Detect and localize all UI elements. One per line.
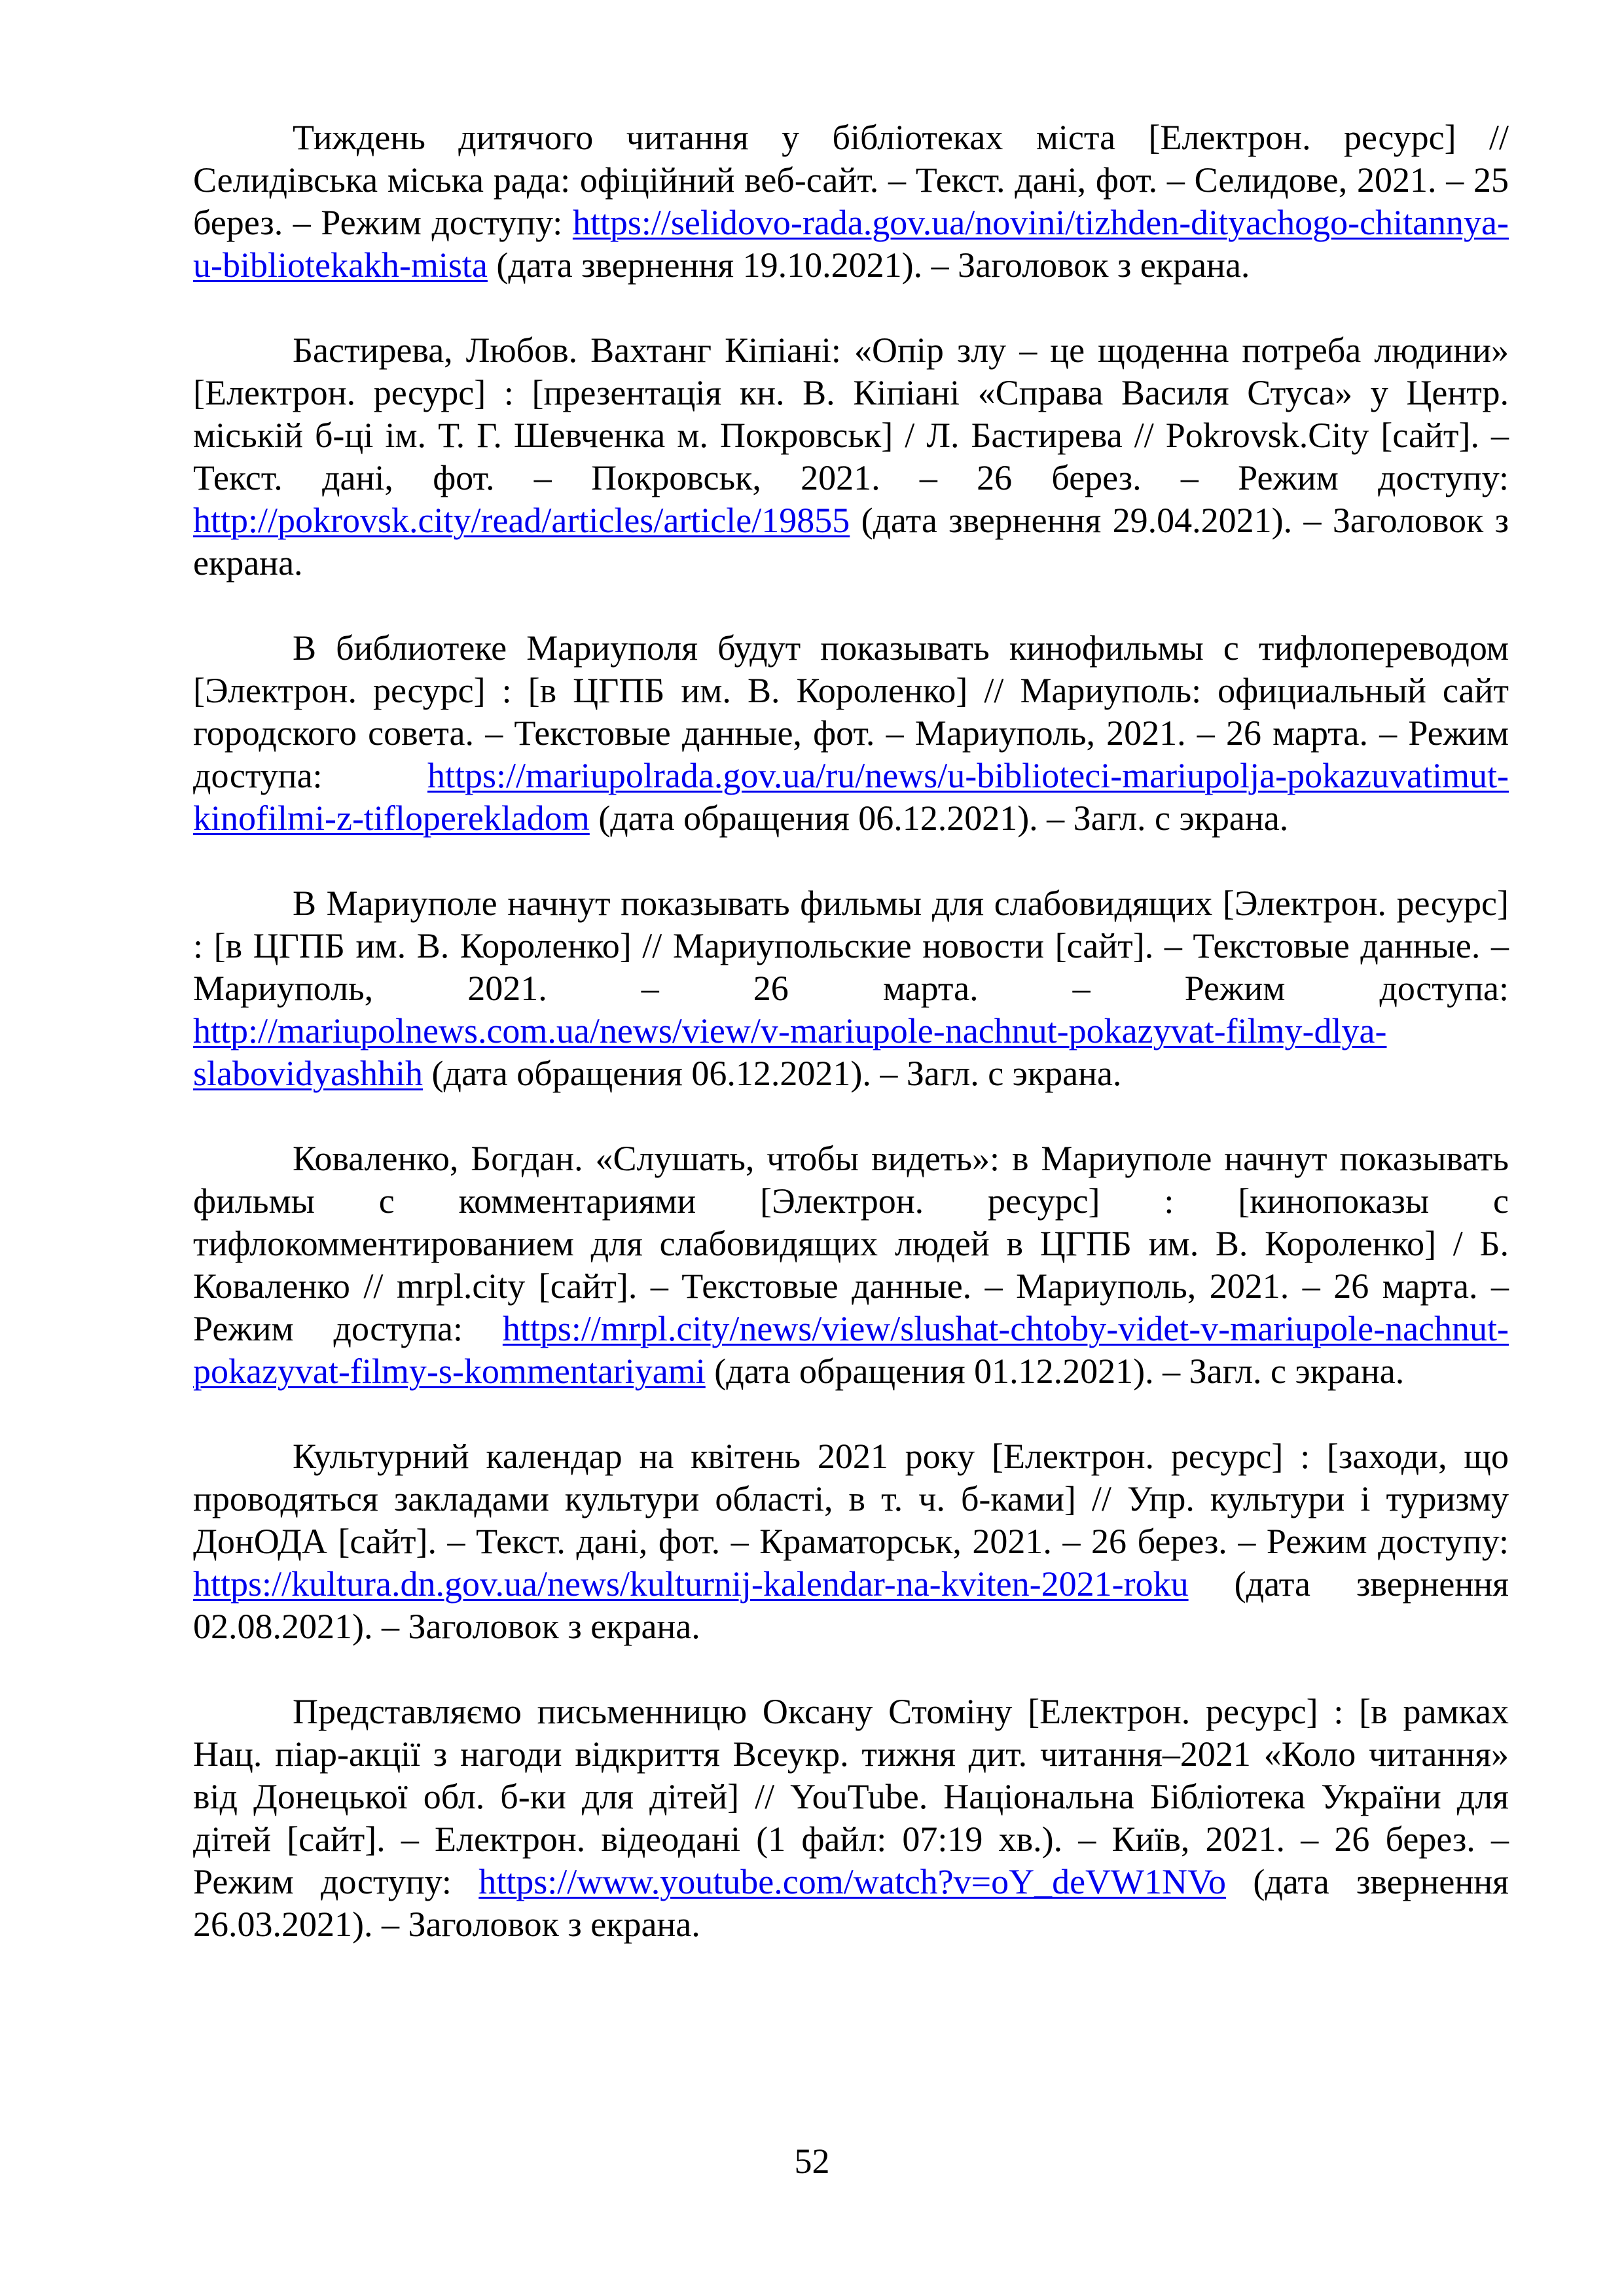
bibliography-entry (193, 1138, 1509, 1393)
page-number: 52 (794, 2142, 830, 2181)
entry-text: (дата обращения 01.12.2021). – Загл. с экрана. (705, 1352, 1405, 1391)
entry-text: Бастирева, Любов. Вахтанг Кіпіані: «Опір злу – це щоденна потреба людини» [Електрон. ресурс] : [презентація кн. В. Кіпіані «Справа Василя Стуса» у Центр. міській б-ці ім. Т. Г. Шевченка м. Покровськ] / Л. Бастирева // Pokrovsk.City [сайт]. – Текст. дані, фот. – Покровськ, 2021. – 26 берез. – Режим доступу: (193, 331, 1509, 497)
document-page (193, 117, 1509, 1988)
entry-link[interactable]: https://www.youtube.com/watch?v=oY_deVW1NVo (478, 1862, 1227, 1901)
entry-text: Тиждень дитячого читання у бібліотеках міста [Електрон. ресурс] // Селидівська міська рада: офіційний веб-сайт. – Текст. дані, фот. – Селидове, 2021. – 25 берез. – Режим доступу: (193, 118, 1509, 242)
entry-link[interactable]: http://pokrovsk.city/read/articles/article/19855 (193, 501, 850, 540)
bibliography-entry (193, 1691, 1509, 1946)
entry-link[interactable]: https://kultura.dn.gov.ua/news/kulturnij-kalendar-na-kviten-2021-roku (193, 1564, 1189, 1604)
entry-link[interactable]: https://mariupolrada.gov.ua/ru/news/u-biblioteci-mariupolja-pokazuvatimut-kinofilmi-z-tifloperekladom (193, 756, 1509, 838)
bibliography-entry (193, 117, 1509, 287)
entry-text: (дата звернення 19.10.2021). – Заголовок з екрана. (487, 245, 1250, 285)
entry-link[interactable]: https://selidovo-rada.gov.ua/novini/tizhden-dityachogo-chitannya-u-bibliotekakh-mista (193, 203, 1509, 285)
entry-text: В библиотеке Мариуполя будут показывать кинофильмы с тифлопереводом [Электрон. ресурс] : [в ЦГПБ им. В. Короленко] // Мариуполь: официальный сайт городского совета. – Текстовые данные, фот. – Мариуполь, 2021. – 26 марта. – Режим доступа: (193, 628, 1509, 795)
entry-text: (дата звернення 29.04.2021). – Заголовок з екрана. (193, 501, 1509, 583)
entry-text: Представляємо письменницю Оксану Стоміну [Електрон. ресурс] : [в рамках Нац. піар-акції з нагоди відкриття Всеукр. тижня дит. читання–2021 «Коло читання» від Донецької обл. б-ки для дітей] // YouTube. Національна Бібліотека України для дітей [сайт]. – Електрон. відеодані (1 файл: 07:19 хв.). – Київ, 2021. – 26 берез. – Режим доступу: (193, 1692, 1509, 1901)
bibliography-entry (193, 1435, 1509, 1648)
entry-text: (дата звернення 02.08.2021). – Заголовок з екрана. (193, 1564, 1509, 1646)
entry-text: В Мариуполе начнут показывать фильмы для слабовидящих [Электрон. ресурс] : [в ЦГПБ им. В. Короленко] // Мариупольские новости [сайт]. – Текстовые данные. – Мариуполь, 2021. – 26 марта. – Режим доступа: (193, 884, 1509, 1008)
bibliography-entry (193, 329, 1509, 584)
bibliography-entry (193, 882, 1509, 1095)
entry-text: (дата звернення 26.03.2021). – Заголовок з екрана. (193, 1862, 1509, 1944)
entry-text: (дата обращения 06.12.2021). – Загл. с экрана. (589, 798, 1289, 838)
entry-text: Культурний календар на квітень 2021 року [Електрон. ресурс] : [заходи, що проводяться закладами культури області, в т. ч. б-ками] // Упр. культури і туризму ДонОДА [сайт]. – Текст. дані, фот. – Краматорськ, 2021. – 26 берез. – Режим доступу: (193, 1437, 1509, 1561)
entry-link[interactable]: http://mariupolnews.com.ua/news/view/v-mariupole-nachnut-pokazyvat-filmy-dlya-slabovidyashhih (193, 1011, 1387, 1093)
entry-text: Коваленко, Богдан. «Слушать, чтобы видеть»: в Мариуполе начнут показывать фильмы с комментариями [Электрон. ресурс] : [кинопоказы с тифлокомментированием для слабовидящих людей в ЦГПБ им. В. Короленко] / Б. Коваленко // mrpl.city [сайт]. – Текстовые данные. – Мариуполь, 2021. – 26 марта. – Режим доступа: (193, 1139, 1509, 1348)
entry-link[interactable]: https://mrpl.city/news/view/slushat-chtoby-videt-v-mariupole-nachnut-pokazyvat-filmy-s-kommentariyami (193, 1309, 1509, 1391)
entry-text: (дата обращения 06.12.2021). – Загл. с экрана. (422, 1054, 1122, 1093)
bibliography-entry (193, 627, 1509, 840)
